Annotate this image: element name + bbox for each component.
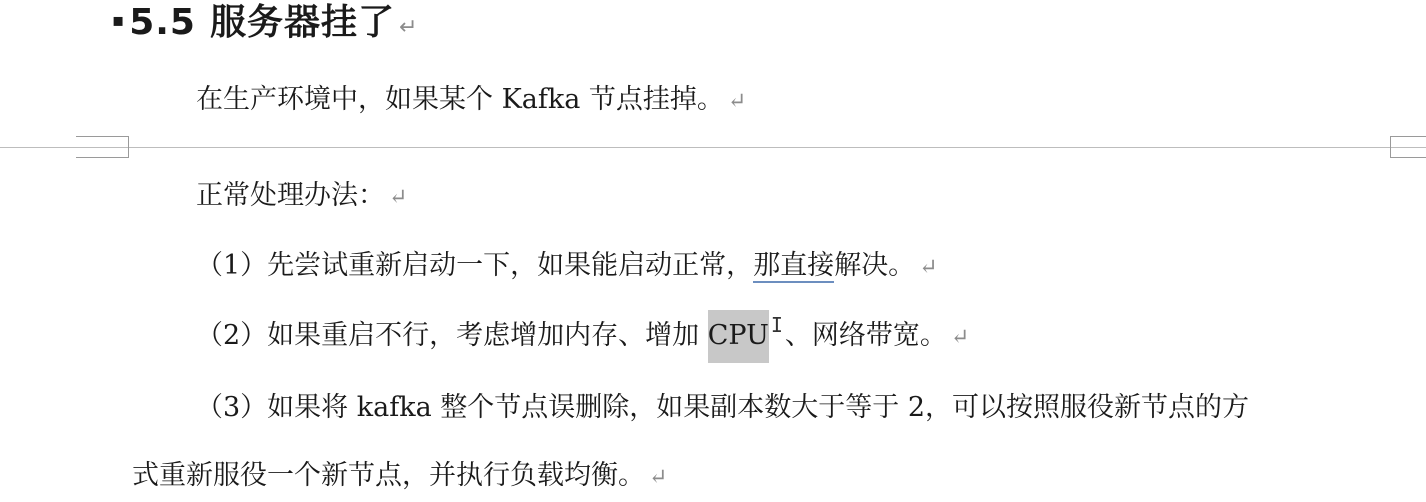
list-item-3-line-2[interactable] xyxy=(132,458,667,496)
section-heading xyxy=(112,0,418,45)
intro-text: 在生产环境中，如果某个 Kafka 节点挂掉。 xyxy=(196,84,724,115)
item1-text-end: 解决。 xyxy=(834,250,916,281)
paragraph-mark-icon: ↵ xyxy=(727,89,747,114)
item2-text-end: 、网络带宽。 xyxy=(784,320,947,351)
intro-paragraph[interactable] xyxy=(196,82,746,120)
section-title: 服务器挂了 xyxy=(209,2,395,43)
item2-text: （2）如果重启不行，考虑增加内存、增加 xyxy=(196,320,708,351)
paragraph-mark-icon: ↵ xyxy=(950,325,970,350)
text-cursor-icon: I xyxy=(770,313,783,337)
margin-corner-right xyxy=(1390,136,1426,158)
item3-text-line1: （3）如果将 kafka 整个节点误删除，如果副本数大于等于 2，可以按照服役新节点的方 xyxy=(196,392,1250,423)
paragraph-mark-icon: ↵ xyxy=(649,465,668,490)
paragraph-mark-icon: ↵ xyxy=(389,185,408,210)
margin-corner-left xyxy=(76,136,129,158)
list-item-3-line-1[interactable] xyxy=(196,390,1249,426)
normal-label-paragraph[interactable] xyxy=(196,178,407,216)
normal-label-text: 正常处理办法： xyxy=(196,180,385,211)
list-item-1[interactable] xyxy=(196,248,938,286)
heading-bullet: ▪ xyxy=(112,10,126,31)
item1-underlined-text: 那直接 xyxy=(753,250,835,281)
section-number: 5.5 xyxy=(129,2,196,43)
list-item-2[interactable] xyxy=(196,313,970,356)
paragraph-mark-icon: ↵ xyxy=(919,255,938,280)
paragraph-mark-icon: ↵ xyxy=(399,15,419,40)
selected-text-highlight[interactable]: CPU xyxy=(708,310,769,363)
page-break-line xyxy=(0,147,1426,148)
item1-text: （1）先尝试重新启动一下，如果能启动正常， xyxy=(196,250,754,281)
item3-text-line2: 式重新服役一个新节点，并执行负载均衡。 xyxy=(132,460,645,491)
